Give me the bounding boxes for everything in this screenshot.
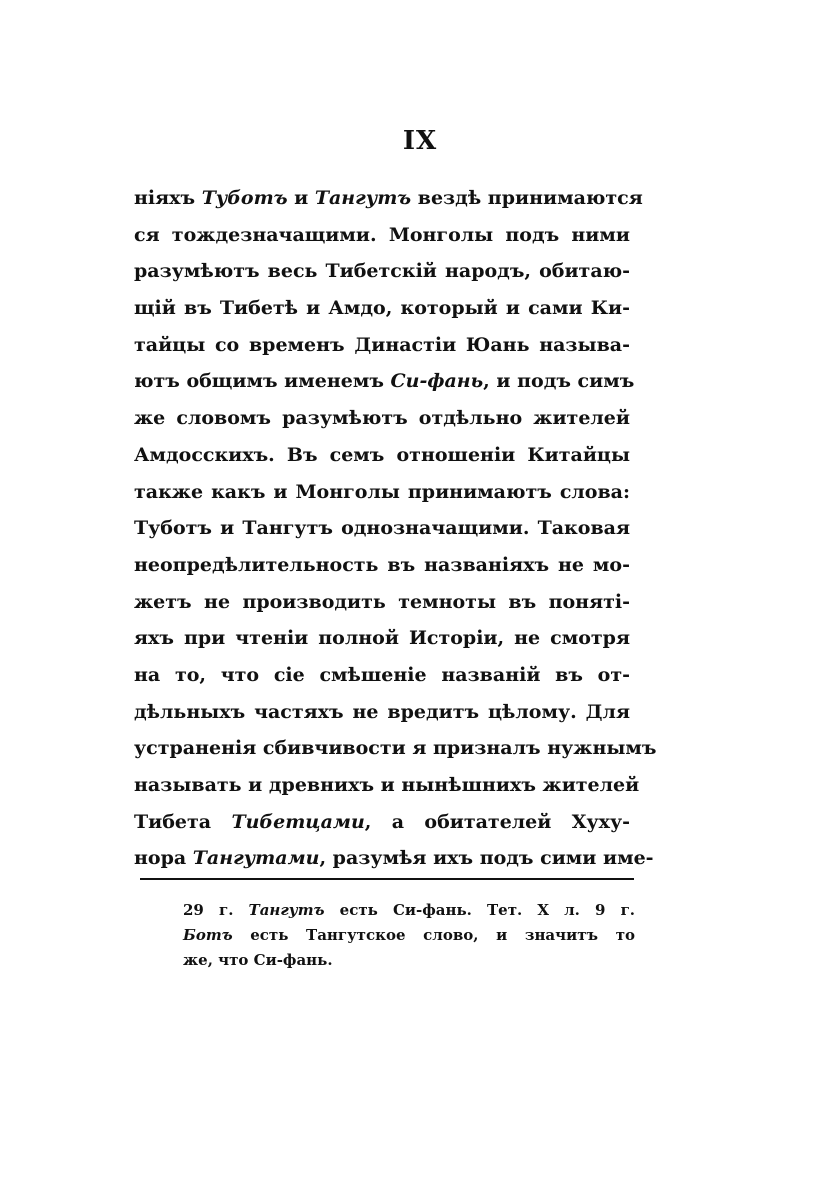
- text-segment: , а обитателей Хуху-: [364, 810, 630, 833]
- text-segment: нора: [134, 847, 193, 870]
- footnote-line: [183, 923, 635, 948]
- body-line: [134, 474, 630, 511]
- body-line: [134, 840, 654, 877]
- text-segment: ютъ общимъ именемъ: [134, 370, 391, 393]
- text-segment: ніяхъ: [134, 187, 202, 209]
- body-line: [134, 584, 630, 621]
- text-segment: разумѣютъ весь Тибетскій народъ, обитаю-: [134, 260, 630, 283]
- page-number: IX: [402, 126, 438, 156]
- body-line: [134, 327, 630, 364]
- text-segment: , разумѣя ихъ подъ сими име-: [319, 847, 654, 870]
- text-segment: также какъ и Монголы принимаютъ слова:: [134, 480, 630, 503]
- text-segment: яхъ при чтеніи полной Исторіи, не смотря: [134, 627, 630, 650]
- text-segment: Туботъ и Тангутъ однозначащими. Таковая: [134, 517, 630, 540]
- text-segment: устраненія сбивчивости я призналъ нужнымъ: [134, 737, 657, 760]
- body-line: [134, 730, 657, 767]
- body-line: [134, 253, 630, 290]
- text-segment: есть Си-фань. Тет. X л. 9 г.: [324, 901, 636, 919]
- text-segment: 29 г.: [183, 901, 249, 919]
- text-segment: ся тождезначащими. Монголы подъ ними: [134, 223, 630, 246]
- italic-term: Туботъ: [201, 187, 288, 209]
- body-line: [134, 400, 630, 437]
- text-segment: на то, что сіе смѣшеніе названій въ от-: [134, 663, 630, 686]
- text-segment: Амдосскихъ. Въ семъ отношеніи Китайцы: [134, 443, 630, 466]
- text-segment: жетъ не производить темноты въ поняті-: [134, 590, 630, 613]
- body-text: [134, 180, 657, 877]
- body-line: [134, 510, 630, 547]
- body-line: [134, 290, 630, 327]
- italic-term: Си-фань: [390, 370, 484, 393]
- footnote-line: [183, 948, 635, 973]
- body-line: [134, 620, 630, 657]
- text-segment: же словомъ разумѣютъ отдѣльно жителей: [134, 407, 630, 430]
- body-line: [134, 694, 630, 731]
- text-segment: тайцы со временъ Династіи Юань называ-: [134, 333, 630, 356]
- text-segment: щій въ Тибетѣ и Амдо, который и сами Ки-: [134, 297, 630, 320]
- text-segment: есть Тангутское слово, и значитъ то: [232, 926, 635, 944]
- text-segment: вездѣ принимаются: [411, 187, 643, 209]
- body-line: [134, 437, 630, 474]
- footnote-divider: [140, 878, 634, 880]
- text-segment: называть и древнихъ и нынѣшнихъ жителей: [134, 774, 640, 796]
- italic-term: Тангутъ: [314, 187, 412, 209]
- text-segment: дѣльныхъ частяхъ не вредитъ цѣлому. Для: [134, 700, 630, 723]
- text-segment: же, что Си-фань.: [183, 951, 333, 969]
- footnote-line: [183, 898, 635, 923]
- text-segment: и: [287, 187, 315, 209]
- body-line: [134, 767, 640, 804]
- footnote: [183, 898, 635, 973]
- body-line: [134, 363, 635, 400]
- italic-term: Тангутъ: [248, 901, 325, 919]
- italic-term: Ботъ: [183, 926, 233, 944]
- body-line: [134, 657, 630, 694]
- body-line: [134, 180, 643, 217]
- italic-term: Тангутами: [192, 847, 320, 870]
- body-line: [134, 217, 630, 254]
- text-segment: неопредѣлительность въ названіяхъ не мо-: [134, 553, 630, 576]
- text-segment: , и подъ симъ: [483, 370, 635, 393]
- text-segment: Тибета: [134, 810, 232, 833]
- italic-term: Тибетцами: [231, 810, 365, 833]
- body-line: [134, 547, 630, 584]
- body-line: [134, 804, 630, 841]
